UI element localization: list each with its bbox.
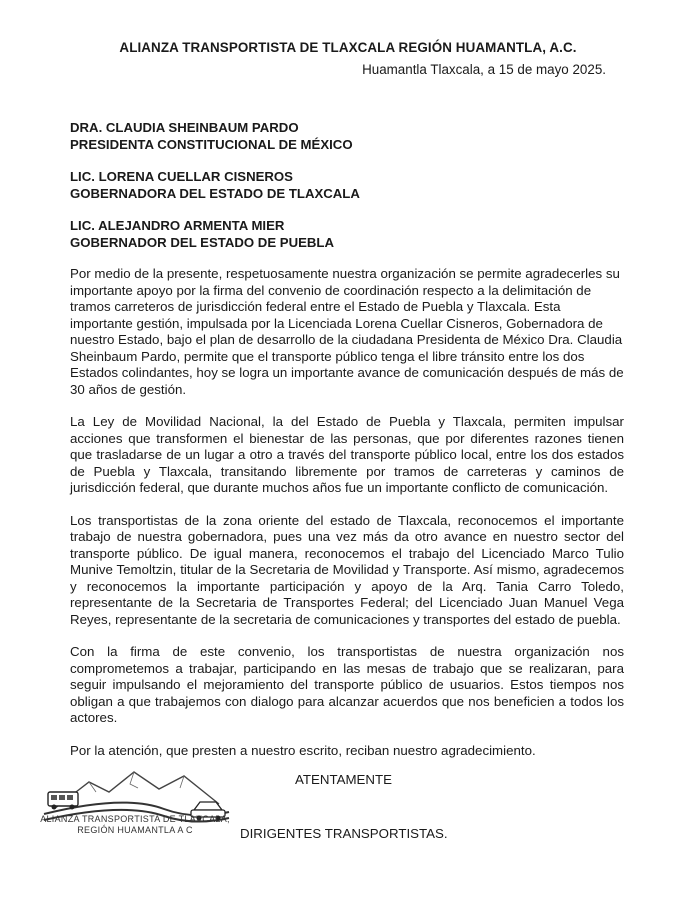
body-paragraph-2: La Ley de Movilidad Nacional, la del Estado de Puebla y Tlaxcala, permiten impulsar acciones que transformen el bienestar de las personas, que por diferentes razones tienen que trasladarse de un lugar a otro a través del transporte público local, entre los dos estados de Puebla y Tlaxcala, transitando libremente por tramos de carreteras y caminos de jurisdicción federal, que durante muchos años fue un importante conflicto de comunicación. bbox=[70, 414, 624, 495]
recipient-title: GOBERNADOR DEL ESTADO DE PUEBLA bbox=[70, 234, 335, 250]
body-paragraph-4: Con la firma de este convenio, los transportistas de nuestra organización nos comprometemos a trabajar, participando en las mesas de trabajo que se realizaran, para seguir impulsando el mejoramiento del transporte público de usuarios. Estos tiempos nos obligan a que trabajemos con dialogo para alcanzar acuerdos que nos beneficien a todos los actores. bbox=[70, 644, 624, 725]
logo-caption-line-2: REGIÓN HUAMANTLA A C bbox=[77, 825, 193, 835]
signers-line: DIRIGENTES TRANSPORTISTAS. bbox=[240, 826, 448, 841]
logo-caption bbox=[30, 814, 240, 836]
organization-logo bbox=[34, 754, 234, 854]
recipients-block bbox=[70, 120, 360, 267]
body-paragraph-1: Por medio de la presente, respetuosamente nuestra organización se permite agradecerles su importante apoyo por la firma del convenio de coordinación respecto a la delimitación de tramos carreteros de jurisdicción federal entre el Estado de Puebla y Tlaxcala. Esta importante gestión, impulsada por la Licenciada Lorena Cuellar Cisneros, Gobernadora de nuestro Estado, bajo el plan de desarrollo de la ciudadana Presidenta de México Dra. Claudia Sheinbaum Pardo, permite que el transporte público tenga el libre tránsito entre los dos Estados colindantes, hoy se logra un importante avance de comunicación después de más de 30 años de gestión. bbox=[70, 266, 624, 397]
recipient-title: GOBERNADORA DEL ESTADO DE TLAXCALA bbox=[70, 185, 360, 201]
letter-body bbox=[70, 266, 624, 775]
bus-icon bbox=[48, 792, 78, 810]
logo-caption-line-1: ALIANZA TRANSPORTISTA DE TLAXCALA, bbox=[40, 814, 230, 824]
closing-salutation: ATENTAMENTE bbox=[295, 772, 393, 787]
recipient-title: PRESIDENTA CONSTITUCIONAL DE MÉXICO bbox=[70, 136, 353, 152]
recipient-name: LIC. LORENA CUELLAR CISNEROS bbox=[70, 169, 293, 184]
recipient-name: LIC. ALEJANDRO ARMENTA MIER bbox=[70, 218, 285, 233]
date-line: Huamantla Tlaxcala, a 15 de mayo 2025. bbox=[362, 62, 606, 77]
recipient bbox=[70, 218, 360, 251]
recipient bbox=[70, 120, 360, 153]
body-paragraph-3: Los transportistas de la zona oriente del estado de Tlaxcala, reconocemos el importante trabajo de nuestra gobernadora, pues una vez más da otro avance en nuestro sector del transporte público. De igual manera, reconocemos el trabajo del Licenciado Marco Tulio Munive Temoltzin, titular de la Secretaria de Movilidad y Transporte. Así mismo, agradecemos y reconocemos la importante participación y apoyo de la Arq. Tania Carro Toledo, representante de la Secretaria de Transportes Federal; del Licenciado Juan Manuel Vega Reyes, representante de la secretaria de comunicaciones y transportes del estado de puebla. bbox=[70, 512, 624, 627]
recipient bbox=[70, 169, 360, 202]
organization-heading: ALIANZA TRANSPORTISTA DE TLAXCALA REGIÓN HUAMANTLA, A.C. bbox=[119, 40, 577, 55]
body-paragraph-5: Por la atención, que presten a nuestro escrito, reciban nuestro agradecimiento. bbox=[70, 742, 536, 758]
recipient-name: DRA. CLAUDIA SHEINBAUM PARDO bbox=[70, 120, 299, 135]
